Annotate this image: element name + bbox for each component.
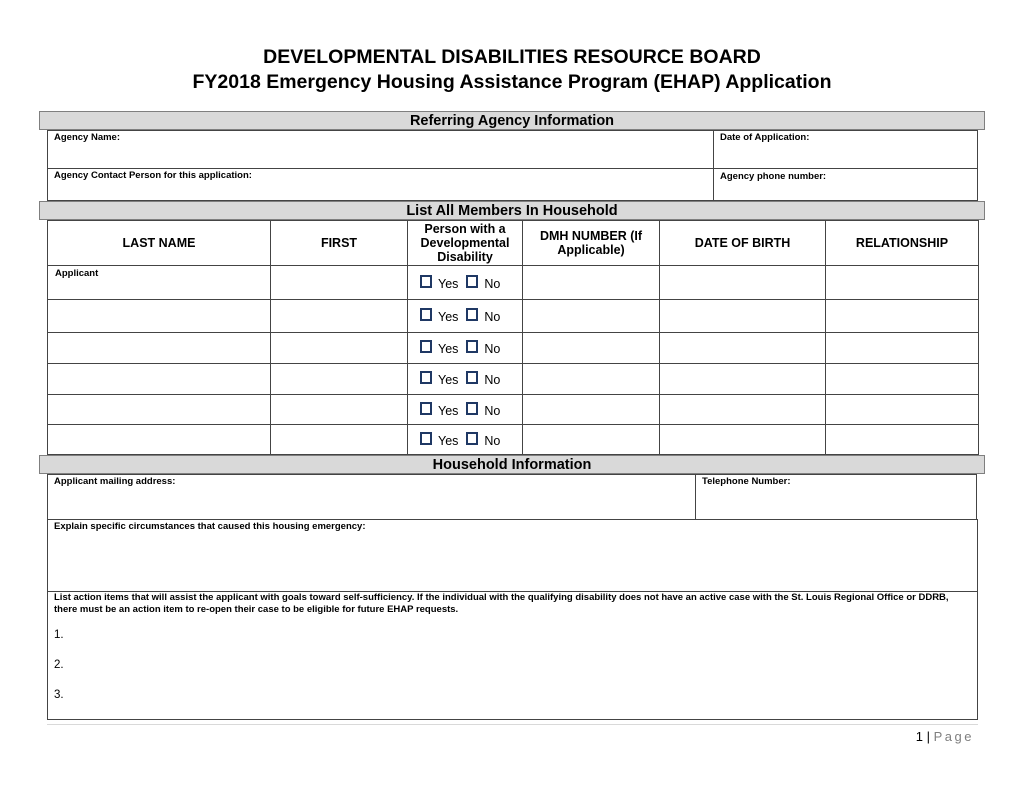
disability-cell <box>408 425 523 455</box>
col-header-first: FIRST <box>271 221 408 266</box>
col-header-disability: Person with a Developmental Disability <box>408 221 523 266</box>
relationship-cell[interactable] <box>826 333 979 364</box>
first-name-cell[interactable] <box>271 333 408 364</box>
agency-phone-label: Agency phone number: <box>720 171 827 182</box>
no-checkbox[interactable] <box>466 340 478 353</box>
page-label: Page <box>933 729 974 744</box>
disability-cell <box>408 266 523 300</box>
table-row <box>48 425 979 455</box>
no-label: No <box>484 373 501 387</box>
no-label: No <box>484 310 501 324</box>
circumstances-label: Explain specific circumstances that caused this housing emergency: <box>54 521 366 532</box>
dmh-number-cell[interactable] <box>523 395 660 425</box>
last-name-cell[interactable] <box>48 364 271 395</box>
yes-label: Yes <box>438 342 459 356</box>
dmh-number-cell[interactable] <box>523 364 660 395</box>
disability-cell <box>408 395 523 425</box>
relationship-cell[interactable] <box>826 300 979 333</box>
date-of-birth-cell[interactable] <box>660 266 826 300</box>
page-footer <box>916 729 974 744</box>
col-header-date-of-birth: DATE OF BIRTH <box>660 221 826 266</box>
relationship-cell[interactable] <box>826 395 979 425</box>
date-of-application-field[interactable] <box>713 130 978 169</box>
first-name-cell[interactable] <box>271 425 408 455</box>
agency-contact-field[interactable] <box>47 168 714 201</box>
yes-checkbox[interactable] <box>420 275 432 288</box>
telephone-number-field[interactable] <box>695 474 977 520</box>
table-row <box>48 395 979 425</box>
agency-name-field[interactable] <box>47 130 714 169</box>
last-name-cell[interactable] <box>48 425 271 455</box>
action-items-instructions: List action items that will assist the applicant with goals toward self-sufficiency. If the individual with the qualifying disability does not have an active case with the St. Louis Regional Office or DDRB, there must be an action item to re-open their case to be eligible for future EHAP requests. <box>54 592 949 615</box>
dmh-number-cell[interactable] <box>523 300 660 333</box>
applicant-label: Applicant <box>55 268 99 279</box>
table-row <box>48 266 979 300</box>
no-label: No <box>484 276 501 291</box>
disability-cell <box>408 333 523 364</box>
date-of-birth-cell[interactable] <box>660 364 826 395</box>
first-name-cell[interactable] <box>271 300 408 333</box>
relationship-cell[interactable] <box>826 266 979 300</box>
no-checkbox[interactable] <box>466 402 478 415</box>
no-checkbox[interactable] <box>466 308 478 321</box>
yes-checkbox[interactable] <box>420 432 432 445</box>
table-row <box>48 300 979 333</box>
last-name-cell[interactable] <box>48 395 271 425</box>
yes-label: Yes <box>438 276 459 291</box>
action-item-1: 1. <box>54 629 64 641</box>
dmh-number-cell[interactable] <box>523 266 660 300</box>
date-of-birth-cell[interactable] <box>660 300 826 333</box>
yes-label: Yes <box>438 403 459 418</box>
mailing-address-field[interactable] <box>47 474 696 520</box>
agency-phone-field[interactable] <box>713 168 978 201</box>
table-row <box>48 364 979 395</box>
date-of-birth-cell[interactable] <box>660 333 826 364</box>
page-number: 1 <box>915 729 924 744</box>
yes-checkbox[interactable] <box>420 371 432 384</box>
section-header-household-info: Household Information <box>39 455 985 474</box>
relationship-cell[interactable] <box>826 364 979 395</box>
yes-checkbox[interactable] <box>420 402 432 415</box>
section-header-household-members: List All Members In Household <box>39 201 985 220</box>
household-members-table <box>47 220 979 455</box>
yes-label: Yes <box>438 310 459 324</box>
agency-name-label: Agency Name: <box>54 132 120 143</box>
page-separator: | <box>923 729 934 744</box>
agency-contact-label: Agency Contact Person for this application: <box>54 170 252 181</box>
last-name-cell[interactable] <box>48 266 271 300</box>
disability-cell <box>408 300 523 333</box>
col-header-dmh-number: DMH NUMBER (If Applicable) <box>523 221 660 266</box>
action-item-3: 3. <box>54 689 64 701</box>
date-of-birth-cell[interactable] <box>660 395 826 425</box>
action-item-2: 2. <box>54 659 64 671</box>
no-checkbox[interactable] <box>466 371 478 384</box>
no-label: No <box>484 433 501 448</box>
yes-checkbox[interactable] <box>420 340 432 353</box>
form-title-line1: DEVELOPMENTAL DISABILITIES RESOURCE BOARD <box>263 46 761 68</box>
yes-checkbox[interactable] <box>420 308 432 321</box>
no-label: No <box>484 342 501 356</box>
no-checkbox[interactable] <box>466 275 478 288</box>
first-name-cell[interactable] <box>271 395 408 425</box>
no-label: No <box>484 403 501 418</box>
col-header-last-name: LAST NAME <box>48 221 271 266</box>
section-header-referring-agency: Referring Agency Information <box>39 111 985 130</box>
col-header-relationship: RELATIONSHIP <box>826 221 979 266</box>
date-of-application-label: Date of Application: <box>720 132 810 143</box>
table-header-row <box>48 221 979 266</box>
yes-label: Yes <box>438 433 459 448</box>
no-checkbox[interactable] <box>466 432 478 445</box>
last-name-cell[interactable] <box>48 333 271 364</box>
circumstances-field[interactable] <box>47 519 978 592</box>
table-row <box>48 333 979 364</box>
yes-label: Yes <box>438 373 459 387</box>
footer-rule <box>47 724 978 725</box>
mailing-address-label: Applicant mailing address: <box>54 476 176 487</box>
date-of-birth-cell[interactable] <box>660 425 826 455</box>
dmh-number-cell[interactable] <box>523 425 660 455</box>
last-name-cell[interactable] <box>48 300 271 333</box>
first-name-cell[interactable] <box>271 364 408 395</box>
disability-cell <box>408 364 523 395</box>
form-title-line2: FY2018 Emergency Housing Assistance Program (EHAP) Application <box>192 71 832 93</box>
first-name-cell[interactable] <box>271 266 408 300</box>
telephone-number-label: Telephone Number: <box>702 476 791 487</box>
dmh-number-cell[interactable] <box>523 333 660 364</box>
relationship-cell[interactable] <box>826 425 979 455</box>
